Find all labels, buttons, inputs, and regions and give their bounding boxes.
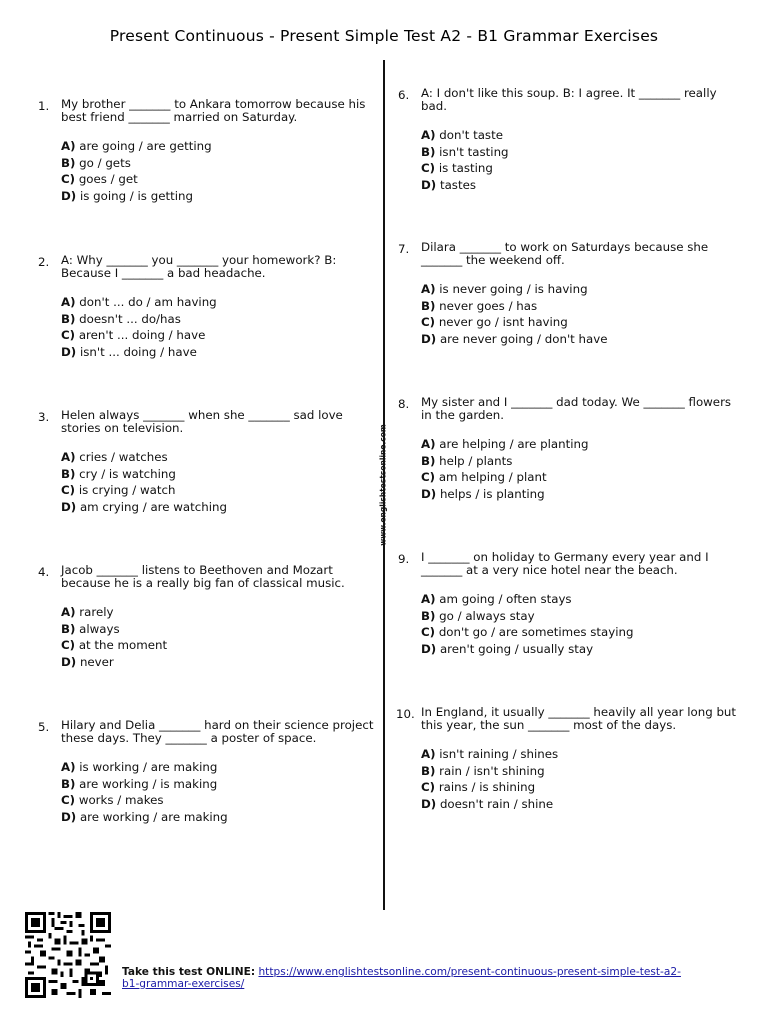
option-text: always [79, 621, 120, 636]
answer-options [61, 449, 381, 515]
answer-option[interactable] [421, 160, 741, 177]
option-text: isn't tasting [439, 144, 509, 159]
option-text: is never going / is having [439, 282, 588, 296]
question-5 [38, 718, 381, 825]
question-number: 3. [38, 410, 50, 424]
answer-option[interactable] [61, 482, 381, 499]
option-letter: B) [61, 466, 76, 481]
option-letter: C) [61, 483, 76, 497]
answer-option[interactable] [421, 796, 739, 813]
footer-label: Take this test ONLINE: [122, 966, 256, 978]
option-text: aren't ... doing / have [78, 328, 206, 342]
option-text: isn't raining / shines [439, 747, 559, 761]
question-text: My brother _______ to Ankara tomorrow because his best friend _______ married on Saturday. [61, 97, 366, 124]
question-number: 9. [398, 552, 410, 566]
question-text: My sister and I _______ dad today. We _______ flowers in the garden. [421, 395, 732, 422]
option-text: never [79, 654, 114, 669]
option-text: am helping / plant [438, 470, 547, 484]
question-10 [396, 705, 739, 812]
answer-option[interactable] [61, 171, 381, 188]
option-letter: B) [421, 763, 436, 778]
answer-option[interactable] [421, 177, 741, 194]
option-text: goes / get [78, 172, 138, 186]
option-text: am going / often stays [439, 592, 572, 606]
option-text: is tasting [438, 161, 493, 175]
option-text: is going / is getting [79, 188, 193, 203]
answer-option[interactable] [421, 314, 741, 331]
option-text: rains / is shining [438, 780, 536, 794]
option-text: cries / watches [79, 450, 168, 464]
option-text: tastes [439, 177, 476, 192]
option-letter: D) [421, 641, 437, 656]
option-letter: C) [421, 161, 436, 175]
option-letter: D) [61, 188, 77, 203]
answer-options [421, 127, 741, 193]
option-letter: D) [421, 796, 437, 811]
answer-option[interactable] [61, 344, 381, 361]
answer-options [61, 294, 381, 360]
answer-option[interactable] [61, 188, 381, 205]
question-text: Dilara _______ to work on Saturdays because she _______ the weekend off. [421, 240, 709, 267]
answer-option[interactable] [421, 453, 741, 470]
option-letter: A) [421, 128, 436, 142]
question-8 [398, 395, 741, 502]
option-letter: C) [61, 172, 76, 186]
question-number: 7. [398, 242, 410, 256]
answer-options [61, 138, 381, 204]
question-number: 1. [38, 99, 50, 113]
answer-options [421, 746, 739, 812]
option-letter: C) [421, 470, 436, 484]
option-letter: D) [61, 654, 77, 669]
option-letter: A) [421, 282, 436, 296]
option-text: go / always stay [439, 608, 535, 623]
option-letter: A) [61, 760, 76, 774]
option-text: doesn't rain / shine [439, 796, 554, 811]
answer-options [421, 281, 741, 347]
answer-option[interactable] [421, 298, 741, 315]
option-text: are working / are making [79, 809, 228, 824]
question-text: A: I don't like this soup. B: I agree. It _______ really bad. [421, 86, 717, 113]
answer-option[interactable] [61, 138, 381, 155]
option-letter: A) [61, 605, 76, 619]
option-text: help / plants [439, 453, 513, 468]
option-text: are never going / don't have [439, 331, 608, 346]
option-letter: A) [421, 592, 436, 606]
question-number: 6. [398, 88, 410, 102]
option-letter: D) [61, 499, 77, 514]
option-letter: A) [61, 450, 76, 464]
answer-option[interactable] [421, 641, 741, 658]
option-text: works / makes [78, 793, 164, 807]
option-text: don't ... do / am having [79, 295, 217, 309]
option-text: don't taste [439, 128, 503, 142]
option-text: don't go / are sometimes staying [438, 625, 634, 639]
answer-option[interactable] [421, 281, 741, 298]
option-letter: B) [421, 144, 436, 159]
answer-options [421, 436, 741, 502]
page-title: Present Continuous - Present Simple Test A2 - B1 Grammar Exercises [109, 27, 659, 45]
question-text: Jacob _______ listens to Beethoven and Mozart because he is a really big fan of classical music. [61, 563, 345, 590]
test-url-link[interactable]: https://www.englishtestsonline.com/present-continuous-present-simple-test-a2-b1-grammar-exercises/ [122, 966, 681, 990]
answer-option[interactable] [421, 486, 741, 503]
option-letter: D) [61, 344, 77, 359]
answer-options [421, 591, 741, 657]
answer-option[interactable] [421, 469, 741, 486]
answer-options [61, 604, 381, 670]
question-9 [398, 550, 741, 657]
option-letter: C) [421, 780, 436, 794]
answer-option[interactable] [61, 654, 381, 671]
question-1 [38, 97, 381, 204]
question-number: 8. [398, 397, 410, 411]
option-letter: D) [421, 331, 437, 346]
question-6 [398, 86, 741, 193]
option-text: helps / is planting [439, 486, 545, 501]
answer-option[interactable] [61, 776, 381, 793]
answer-option[interactable] [61, 499, 381, 516]
question-text: In England, it usually _______ heavily all year long but this year, the sun _______ most of the days. [421, 705, 737, 732]
question-number: 4. [38, 565, 50, 579]
question-text: A: Why _______ you _______ your homework? B: Because I _______ a bad headache. [61, 253, 337, 280]
option-letter: B) [61, 311, 76, 326]
answer-option[interactable] [421, 608, 741, 625]
option-text: rarely [79, 605, 114, 619]
option-letter: C) [61, 793, 76, 807]
option-text: are going / are getting [79, 139, 212, 153]
answer-option[interactable] [61, 466, 381, 483]
answer-option[interactable] [61, 604, 381, 621]
answer-option[interactable] [61, 294, 381, 311]
question-text: Helen always _______ when she _______ sad love stories on television. [61, 408, 343, 435]
option-text: go / gets [79, 155, 131, 170]
question-4 [38, 563, 381, 670]
option-text: never goes / has [439, 298, 538, 313]
answer-option[interactable] [421, 436, 741, 453]
answer-option[interactable] [421, 127, 741, 144]
answer-option[interactable] [421, 779, 739, 796]
question-number: 2. [38, 255, 50, 269]
option-letter: B) [61, 776, 76, 791]
question-3 [38, 408, 381, 515]
answer-option[interactable] [61, 637, 381, 654]
answer-option[interactable] [61, 759, 381, 776]
answer-option[interactable] [421, 624, 741, 641]
answer-option[interactable] [61, 809, 381, 826]
option-letter: A) [61, 139, 76, 153]
answer-option[interactable] [421, 746, 739, 763]
answer-option[interactable] [421, 144, 741, 161]
option-text: aren't going / usually stay [439, 641, 594, 656]
option-letter: B) [61, 621, 76, 636]
option-text: is working / are making [79, 760, 218, 774]
side-website-label: www.englishtestsonline.com [378, 424, 388, 546]
option-text: rain / isn't shining [439, 763, 545, 778]
answer-option[interactable] [421, 763, 739, 780]
option-text: at the moment [78, 638, 168, 652]
answer-option[interactable] [421, 331, 741, 348]
footer-online-link [122, 966, 692, 990]
option-letter: B) [61, 155, 76, 170]
option-letter: C) [61, 638, 76, 652]
answer-option[interactable] [61, 792, 381, 809]
option-text: never go / isnt having [438, 315, 568, 329]
option-letter: D) [421, 486, 437, 501]
question-number: 5. [38, 720, 50, 734]
option-letter: B) [421, 453, 436, 468]
answer-option[interactable] [61, 311, 381, 328]
answer-option[interactable] [61, 155, 381, 172]
question-2 [38, 253, 381, 360]
option-text: cry / is watching [79, 466, 176, 481]
question-7 [398, 240, 741, 347]
answer-options [61, 759, 381, 825]
option-text: is crying / watch [78, 483, 176, 497]
option-letter: C) [421, 315, 436, 329]
qr-code-icon [23, 912, 113, 998]
option-letter: C) [421, 625, 436, 639]
question-text: I _______ on holiday to Germany every year and I _______ at a very nice hotel near the beach. [421, 550, 709, 577]
answer-option[interactable] [61, 449, 381, 466]
answer-option[interactable] [421, 591, 741, 608]
option-text: are helping / are planting [439, 437, 589, 451]
option-text: isn't ... doing / have [79, 344, 197, 359]
question-number: 10. [396, 707, 415, 721]
option-letter: B) [421, 298, 436, 313]
option-letter: C) [61, 328, 76, 342]
option-letter: A) [421, 437, 436, 451]
option-letter: B) [421, 608, 436, 623]
question-text: Hilary and Delia _______ hard on their science project these days. They _______ a poster of space. [61, 718, 374, 745]
answer-option[interactable] [61, 621, 381, 638]
option-letter: A) [421, 747, 436, 761]
option-text: are working / is making [79, 776, 218, 791]
option-letter: A) [61, 295, 76, 309]
option-text: doesn't ... do/has [79, 311, 181, 326]
option-letter: D) [421, 177, 437, 192]
answer-option[interactable] [61, 327, 381, 344]
option-letter: D) [61, 809, 77, 824]
option-text: am crying / are watching [79, 499, 227, 514]
